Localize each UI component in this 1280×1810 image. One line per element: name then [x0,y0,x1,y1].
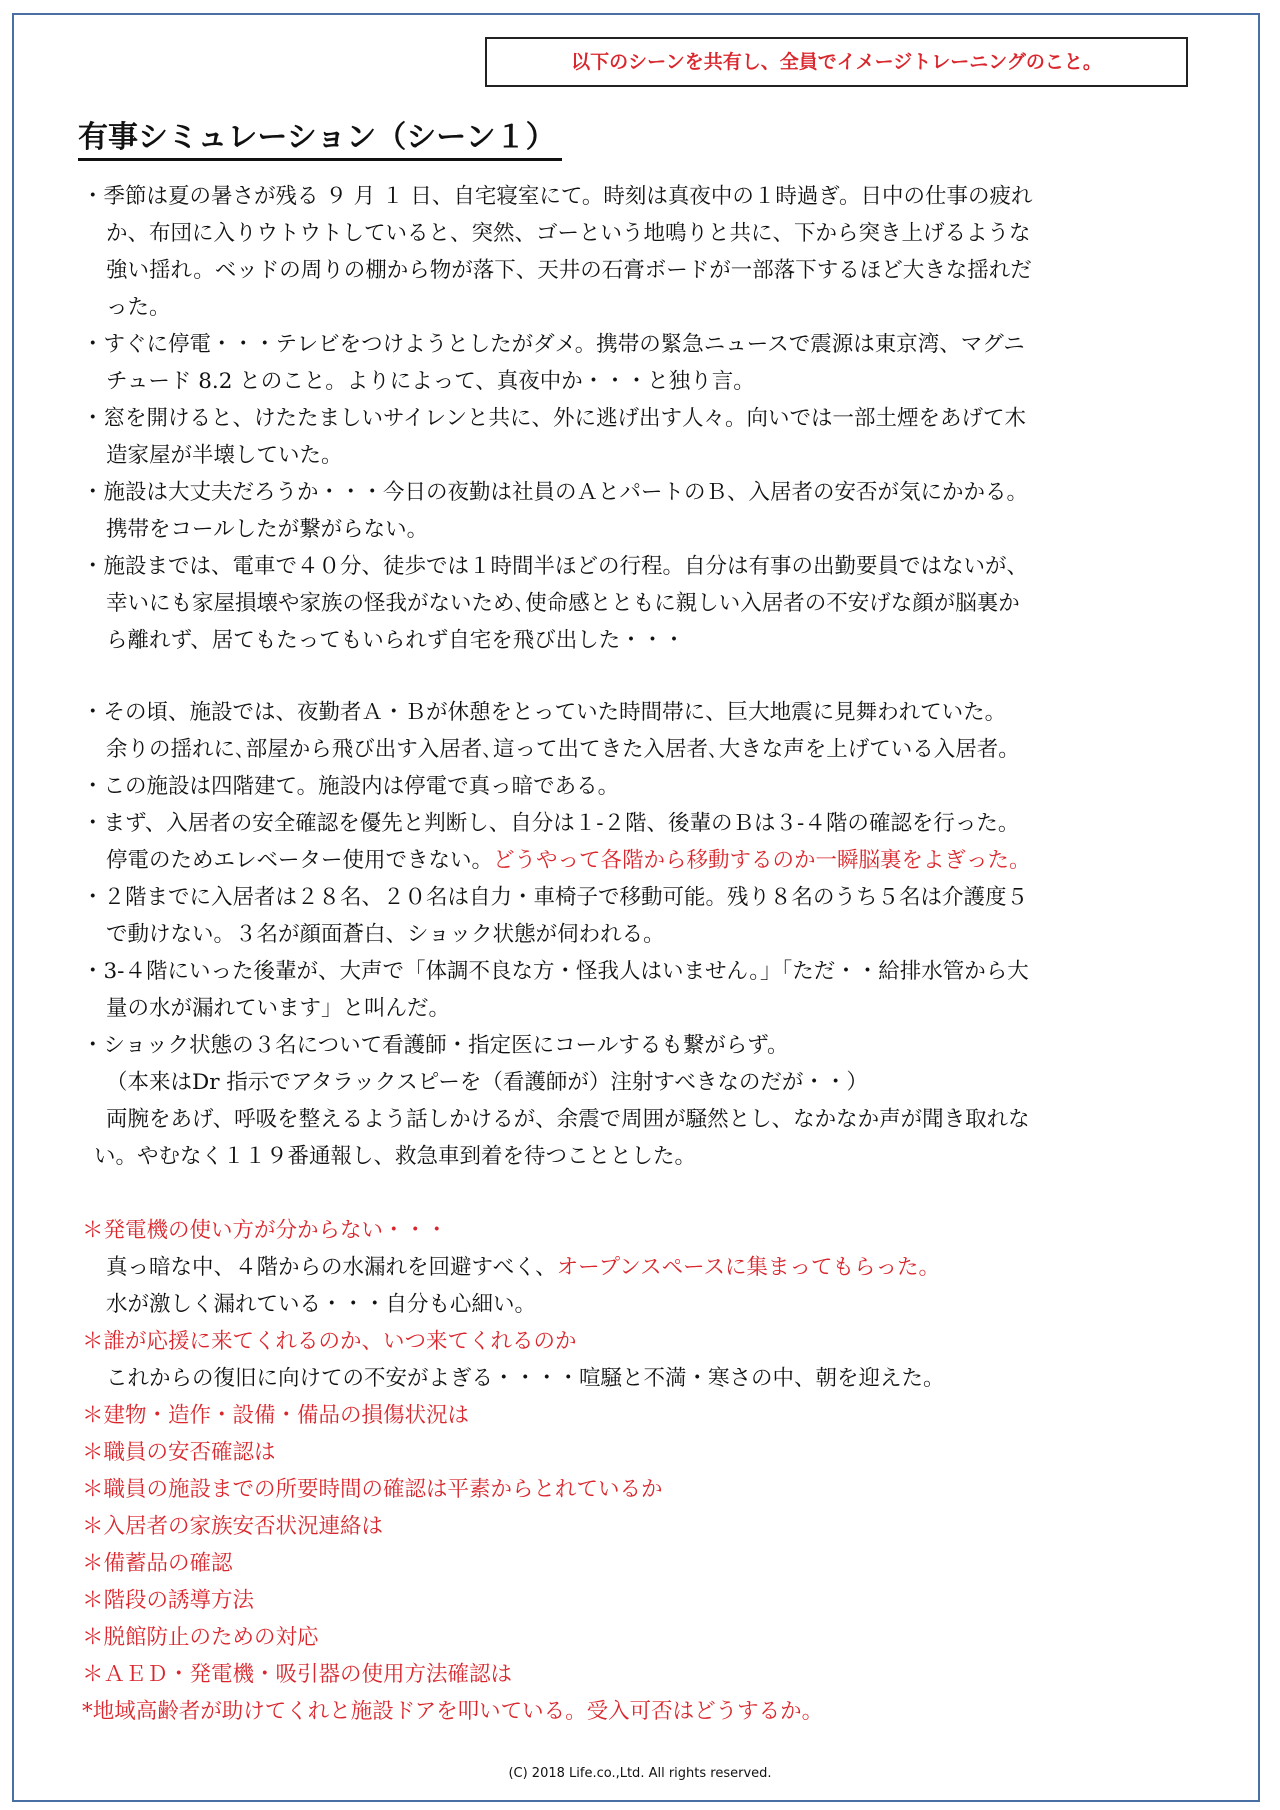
paragraph-facility-concern [82,474,1212,548]
text-line [82,1249,1212,1286]
text-line: 余りの揺れに､部屋から飛び出す入居者､這って出てきた入居者､大きな声を上げている入居者。 [106,737,1020,762]
question-item: ＊誰が応援に来てくれるのか、いつ来てくれるのか [82,1329,577,1354]
text-span: 停電のためエレベーター使用できない。 [106,848,494,873]
text-line: チュード 8.2 とのこと。よりによって、真夜中か・・・と独り言。 [106,369,755,394]
text-line: ・この施設は四階建て。施設内は停電で真っ暗である。 [82,774,620,799]
text-line: ・まず、入居者の安全確認を優先と判断し、自分は１-２階、後輩のＢは３-４階の確認を行った。 [82,811,1020,836]
text-span: 真っ暗な中、４階からの水漏れを回避すべく、 [106,1255,557,1280]
text-line: 携帯をコールしたが繋がらない。 [106,517,429,542]
text-line: ら離れず、居てもたってもいられず自宅を飛び出した・・・ [106,628,685,653]
text-line: か、布団に入りウトウトしていると、突然、ゴーという地鳴りと共に、下から突き上げるような [106,221,1031,246]
text-line: 両腕をあげ、呼吸を整えるよう話しかけるが、余震で周囲が騒然とし、なかなか声が聞き取れな [106,1107,1030,1132]
text-line: ・ショック状態の３名について看護師・指定医にコールするも繋がらず。 [82,1033,789,1058]
spacer [82,1175,1212,1212]
highlighted-text: どうやって各階から移動するのか一瞬脳裏をよぎった。 [493,848,1031,873]
question-item: ＊入居者の家族安否状況連絡は [82,1514,384,1539]
question-item: ＊備蓄品の確認 [82,1551,233,1576]
page-title: 有事シミュレーション（シーン１） [78,118,562,161]
text-line: ・施設までは、電車で４０分、徒歩では１時間半ほどの行程。自分は有事の出勤要員ではないが、 [82,554,1029,579]
question-item: ＊職員の施設までの所要時間の確認は平素からとれているか [82,1477,663,1502]
paragraph-window [82,400,1212,474]
question-item: ＊脱館防止のための対応 [82,1625,319,1650]
question-item: ＊職員の安否確認は [82,1440,276,1465]
document-body [82,178,1212,1730]
text-line: ・施設は大丈夫だろうか・・・今日の夜勤は社員のＡとパートのＢ、入居者の安否が気にかかる。 [82,480,1029,505]
question-item: ＊階段の誘導方法 [82,1588,255,1613]
copyright-footer: (C) 2018 Life.co.,Ltd. All rights reserved. [508,1766,772,1781]
paragraph-season [82,178,1212,326]
checklist [82,1212,1212,1730]
text-line: い。やむなく１１９番通報し、救急車到着を待つこととした。 [94,1144,697,1169]
text-line: ・２階までに入居者は２８名、２０名は自力・車椅子で移動可能。残り８名のうち５名は介護度５ [82,885,1029,910]
text-line: った。 [106,295,171,320]
text-line: （本来はDr 指示でアタラックスピーを（看護師が）注射すべきなのだが・・） [106,1070,868,1095]
highlighted-text: オープンスペースに集まってもらった。 [556,1255,941,1280]
text-line: ・季節は夏の暑さが残る ９ 月 １ 日、自宅寝室にて。時刻は真夜中の１時過ぎ。日中の仕事の疲れ [82,184,1033,209]
text-line: ・窓を開けると、けたたましいサイレンと共に、外に逃げ出す人々。向いでは一部土煙をあげて木 [82,406,1026,431]
text-line [82,842,1212,879]
paragraph-facility-scene [82,694,1212,1175]
paragraph-commute [82,548,1212,659]
text-line: で動けない。３名が顔面蒼白、ショック状態が伺われる。 [106,922,665,947]
text-line: 強い揺れ。ベッドの周りの棚から物が落下、天井の石膏ボードが一部落下するほど大きな揺れだ [106,258,1032,283]
notice-box: 以下のシーンを共有し、全員でイメージトレーニングのこと。 [485,37,1188,87]
question-item: ＊ＡＥＤ・発電機・吸引器の使用方法確認は [82,1662,513,1687]
question-item: *地域高齢者が助けてくれと施設ドアを叩いている。受入可否はどうするか。 [82,1699,824,1724]
text-line: ・その頃、施設では、夜勤者Ａ・Ｂが休憩をとっていた時間帯に、巨大地震に見舞われていた。 [82,700,1007,725]
text-line: 幸いにも家屋損壊や家族の怪我がないため､使命感とともに親しい入居者の不安げな顔が脳裏か [106,591,1020,616]
text-line: 量の水が漏れています」と叫んだ。 [106,996,451,1021]
text-line: 造家屋が半壊していた。 [106,443,343,468]
question-item: ＊発電機の使い方が分からない・・・ [82,1218,448,1243]
text-line: ・すぐに停電・・・テレビをつけようとしたがダメ。携帯の緊急ニュースで震源は東京湾、マグニ [82,332,1025,357]
question-item: ＊建物・造作・設備・備品の損傷状況は [82,1403,470,1428]
spacer [82,659,1212,694]
text-line: 水が激しく漏れている・・・自分も心細い。 [106,1292,537,1317]
text-line: ・3-４階にいった後輩が、大声で「体調不良な方・怪我人はいません。｣「ただ・・給排水管から大 [82,959,1029,984]
text-line: これからの復旧に向けての不安がよぎる・・・・喧騒と不満・寒さの中、朝を迎えた。 [106,1366,945,1391]
paragraph-blackout [82,326,1212,400]
